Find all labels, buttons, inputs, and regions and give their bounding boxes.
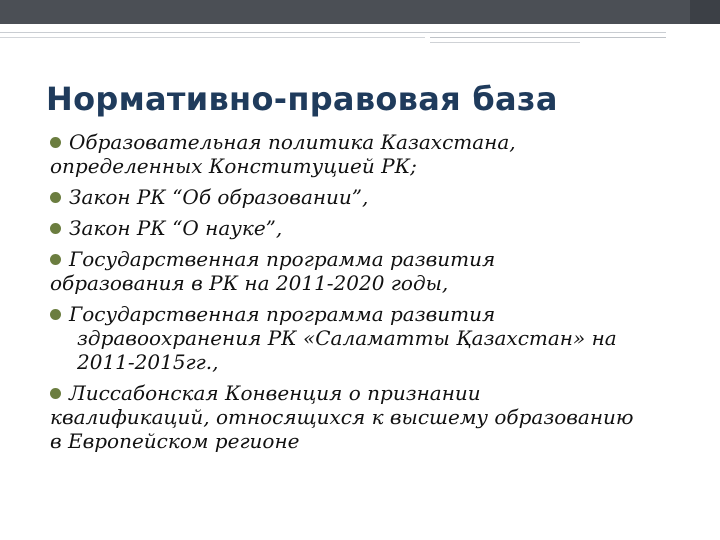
list-item-line: Образовательная политика Казахстана, [69,130,516,154]
list-item [50,185,718,209]
list-item-line: Закон РК “О науке”, [69,216,283,240]
round-bullet-icon [50,192,61,203]
round-bullet-icon [50,309,61,320]
list-item [50,302,718,374]
list-item-line: в Европейском регионе [50,429,300,453]
divider-line [430,37,666,38]
list-item [50,247,718,295]
list-item-line: 2011-2015гг., [77,350,219,374]
round-bullet-icon [50,388,61,399]
divider-line [0,32,666,33]
header-band-accent [690,0,720,24]
divider-line [430,42,580,43]
list-item-line: образования в РК на 2011-2020 годы, [50,271,449,295]
round-bullet-icon [50,223,61,234]
bullet-list [50,130,718,460]
list-item-line: Государственная программа развития [69,247,496,271]
round-bullet-icon [50,254,61,265]
slide-title: Нормативно-правовая база [46,80,558,118]
list-item-line: Государственная программа развития [69,302,496,326]
list-item [50,381,718,453]
list-item-line: здравоохранения РК «Саламатты Қазахстан» на [77,326,617,350]
list-item-line: Лиссабонская Конвенция о признании [69,381,481,405]
list-item-line: определенных Конституцией РК; [50,154,417,178]
round-bullet-icon [50,137,61,148]
list-item [50,216,718,240]
header-band [0,0,720,24]
divider-line [0,37,425,38]
list-item-line: Закон РК “Об образовании”, [69,185,369,209]
list-item-line: квалификаций, относящихся к высшему образованию [50,405,634,429]
list-item [50,130,718,178]
